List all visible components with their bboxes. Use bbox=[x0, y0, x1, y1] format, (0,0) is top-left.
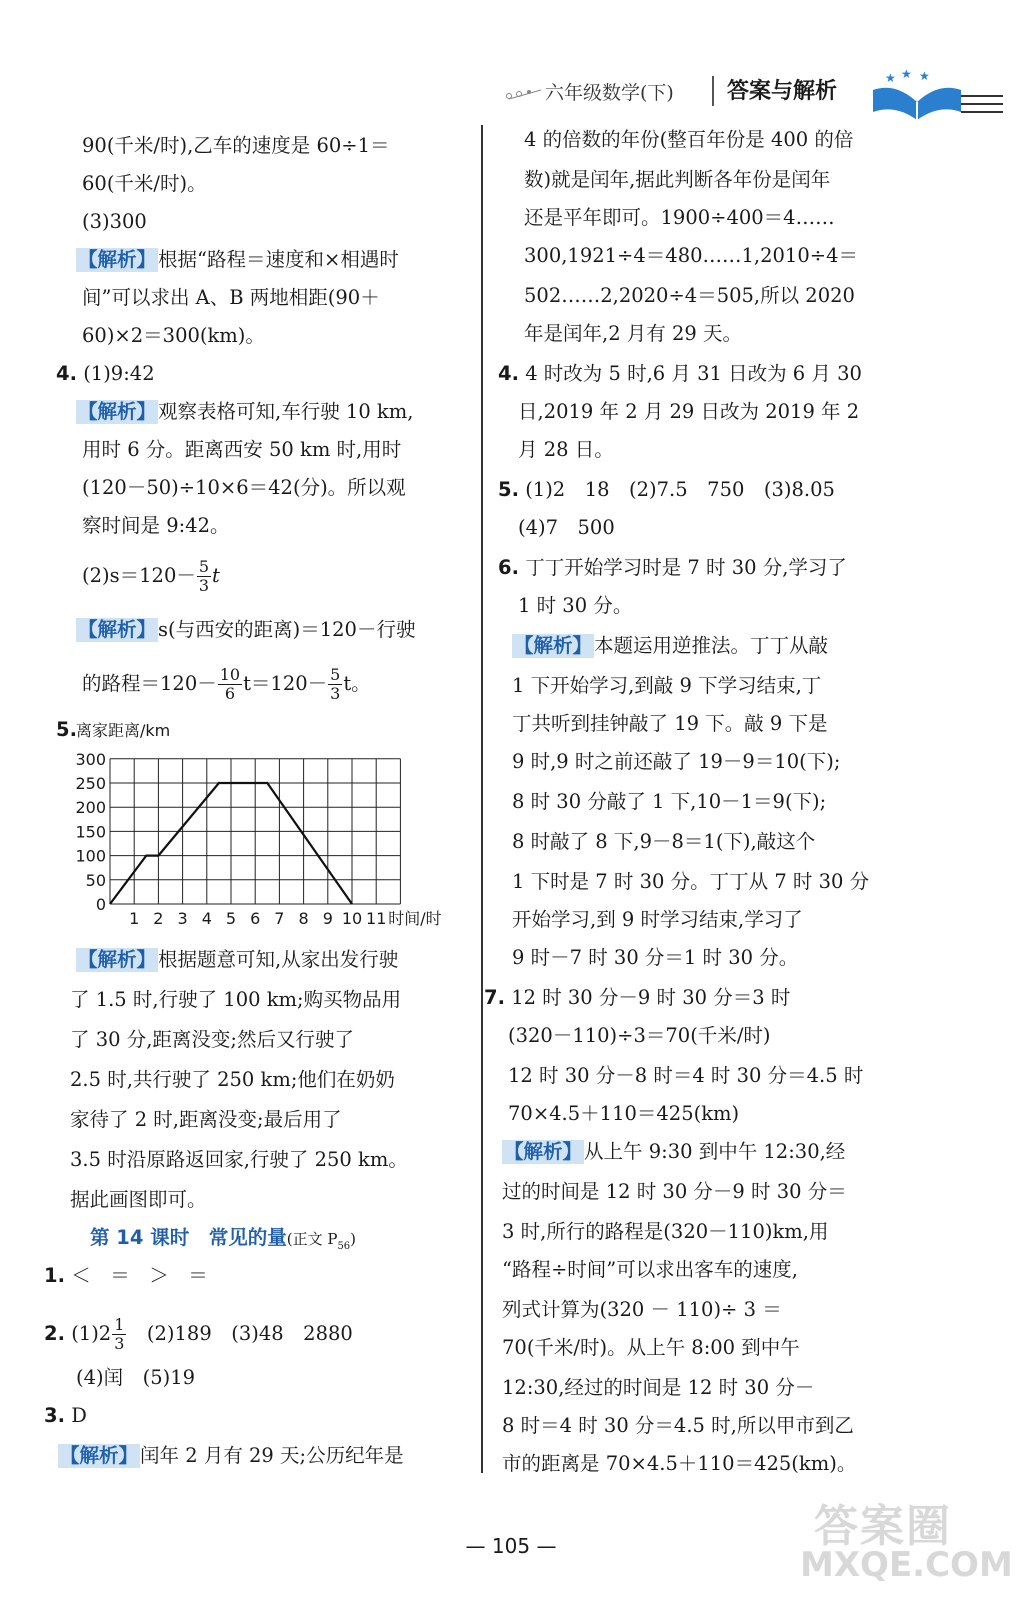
svg-text:★: ★ bbox=[901, 68, 912, 81]
text-line: (320－110)÷3＝70(千米/时) bbox=[508, 1024, 771, 1047]
text-line: 丁共听到挂钟敲了 19 下。敲 9 下是 bbox=[512, 712, 828, 735]
text-line: 1 时 30 分。 bbox=[518, 594, 633, 617]
distance-time-chart bbox=[60, 718, 470, 940]
text-line: (3)300 bbox=[82, 210, 147, 233]
text-line: 年是闰年,2 月有 29 天。 bbox=[524, 322, 743, 345]
column-divider bbox=[481, 125, 483, 1473]
text-line: 12 时 30 分－8 时＝4 时 30 分＝4.5 时 bbox=[508, 1064, 864, 1087]
text-line: 数)就是闰年,据此判断各年份是闰年 bbox=[524, 168, 831, 191]
text-line: 3 时,所行的路程是(320－110)km,用 bbox=[502, 1220, 829, 1243]
formula-line: (2)s＝120－ $\frac{5}{3}$ t bbox=[82, 557, 220, 595]
text-line: 日,2019 年 2 月 29 日改为 2019 年 2 bbox=[518, 400, 860, 423]
text-line: 据此画图即可。 bbox=[70, 1188, 207, 1211]
text-line: 12:30,经过的时间是 12 时 30 分－ bbox=[502, 1376, 815, 1399]
fraction: $\frac{5}{3}$ bbox=[330, 665, 341, 703]
analysis-line: 【解析】 观察表格可知,车行驶 10 km, bbox=[78, 400, 414, 423]
question-number: 4. bbox=[56, 362, 77, 385]
analysis-tag: 【解析】 bbox=[78, 948, 157, 971]
analysis-line: 【解析】 从上午 9:30 到中午 12:30,经 bbox=[504, 1140, 846, 1163]
text-line: 开始学习,到 9 时学习结束,学习了 bbox=[512, 908, 803, 931]
analysis-line: 【解析】 s(与西安的距离)＝120－行驶 bbox=[78, 618, 416, 641]
y-tick-label: 50 bbox=[85, 870, 106, 890]
question-6: 6. 丁丁开始学习时是 7 时 30 分,学习了 bbox=[498, 556, 847, 579]
x-axis-label: 时间/时 bbox=[388, 909, 442, 928]
right-column bbox=[484, 0, 1014, 1520]
text-line: 1 下开始学习,到敲 9 下学习结束,丁 bbox=[512, 674, 822, 697]
analysis-tag: 【解析】 bbox=[514, 634, 593, 657]
question-number: 4. bbox=[498, 362, 519, 385]
question-1: 1. ＜ ＝ ＞ ＝ bbox=[44, 1264, 208, 1287]
question-number: 5. bbox=[498, 478, 519, 501]
text-line: 2.5 时,共行驶了 250 km;他们在奶奶 bbox=[70, 1068, 395, 1091]
x-tick-label: 6 bbox=[250, 909, 261, 928]
text-line: 市的距离是 70×4.5＋110＝425(km)。 bbox=[502, 1452, 857, 1475]
text-line: 502……2,2020÷4＝505,所以 2020 bbox=[524, 284, 855, 307]
text-line: 察时间是 9:42。 bbox=[82, 514, 230, 537]
y-tick-label: 250 bbox=[75, 774, 106, 793]
analysis-tag: 【解析】 bbox=[78, 400, 157, 423]
text-line: 8 时＝4 时 30 分＝4.5 时,所以甲市到乙 bbox=[502, 1414, 854, 1437]
header-section-title: 答案与解析 bbox=[727, 79, 838, 104]
x-tick-label: 8 bbox=[298, 909, 309, 928]
text-line: 70×4.5＋110＝425(km) bbox=[508, 1102, 740, 1125]
y-tick-label: 100 bbox=[75, 846, 106, 866]
text-line: 60)×2＝300(km)。 bbox=[82, 324, 265, 347]
text-line: 用时 6 分。距离西安 50 km 时,用时 bbox=[82, 438, 402, 461]
fraction: $\frac{5}{3}$ bbox=[198, 557, 210, 595]
y-tick-label: 300 bbox=[75, 749, 106, 769]
analysis-line: 【解析】 闰年 2 月有 29 天;公历纪年是 bbox=[60, 1444, 404, 1467]
analysis-tag: 【解析】 bbox=[78, 248, 157, 271]
text-line: (120－50)÷10×6＝42(分)。所以观 bbox=[82, 476, 406, 499]
x-tick-label: 3 bbox=[177, 909, 188, 928]
question-number: 2. bbox=[44, 1322, 65, 1345]
x-tick-label: 2 bbox=[153, 909, 164, 928]
x-tick-label: 7 bbox=[274, 909, 285, 928]
fraction: $\frac{1}{3}$ bbox=[114, 1315, 125, 1353]
x-tick-label: 4 bbox=[201, 909, 212, 928]
svg-text:★: ★ bbox=[919, 69, 930, 83]
question-number: 5. bbox=[56, 718, 77, 741]
analysis-tag: 【解析】 bbox=[78, 618, 157, 641]
svg-text:★: ★ bbox=[885, 71, 896, 85]
page-number: — 105 — bbox=[465, 1534, 557, 1558]
analysis-line: 【解析】 根据“路程＝速度和×相遇时 bbox=[78, 248, 399, 271]
text-line: “路程÷时间”可以求出客车的速度, bbox=[502, 1258, 798, 1281]
analysis-tag: 【解析】 bbox=[504, 1140, 583, 1163]
question-4: 4. 4 时改为 5 时,6 月 31 日改为 6 月 30 bbox=[498, 362, 862, 385]
text-line: 8 时 30 分敲了 1 下,10－1＝9(下); bbox=[512, 790, 827, 813]
text-line: (4)7 500 bbox=[518, 516, 615, 539]
question-3: 3. D bbox=[44, 1404, 87, 1427]
text-line: 1 下时是 7 时 30 分。丁丁从 7 时 30 分 bbox=[512, 870, 870, 893]
text-line: 300,1921÷4＝480……1,2010÷4＝ bbox=[524, 244, 858, 267]
header-grade: 六年级数学(下) bbox=[545, 82, 674, 104]
y-axis-label: 离家距离/km bbox=[76, 721, 171, 740]
text-line: 9 时－7 时 30 分＝1 时 30 分。 bbox=[512, 946, 799, 969]
x-tick-label: 5 bbox=[225, 909, 237, 928]
y-tick-label: 0 bbox=[95, 895, 106, 914]
text-line: 9 时,9 时之前还敲了 19－9＝10(下); bbox=[512, 750, 841, 773]
fraction: $\frac{10}{6}$ bbox=[219, 665, 241, 703]
y-tick-label: 150 bbox=[75, 822, 106, 842]
question-5: 5. (1)2 18 (2)7.5 750 (3)8.05 bbox=[498, 478, 835, 501]
question-2: 2. (1)2 $\frac{1}{3}$ (2)189 (3)48 2880 bbox=[44, 1315, 353, 1353]
text-line: (4)闰 (5)19 bbox=[76, 1366, 196, 1389]
question-number: 1. bbox=[44, 1264, 65, 1287]
question-7: 7. 12 时 30 分－9 时 30 分＝3 时 bbox=[484, 986, 791, 1009]
text-line: 列式计算为(320 － 110)÷ 3 ＝ bbox=[502, 1298, 782, 1321]
question-4: 4. (1)9:42 bbox=[56, 362, 155, 385]
watermark-logo: 答案圈 MXQE.COM bbox=[800, 1501, 1013, 1585]
question-number: 6. bbox=[498, 556, 519, 579]
question-number: 3. bbox=[44, 1404, 65, 1427]
text-line: 90(千米/时),乙车的速度是 60÷1＝ bbox=[82, 134, 390, 157]
x-tick-label: 11 bbox=[366, 909, 387, 928]
x-tick-label: 10 bbox=[341, 909, 363, 928]
lesson-heading: 第 14 课时 常见的量(正文 $P_{56}$) bbox=[90, 1226, 357, 1252]
x-tick-label: 9 bbox=[322, 909, 333, 928]
analysis-line: 【解析】 本题运用逆推法。丁丁从敲 bbox=[514, 634, 829, 657]
left-column bbox=[0, 0, 480, 1520]
text-line: 3.5 时沿原路返回家,行驶了 250 km。 bbox=[70, 1148, 408, 1171]
text-line: 8 时敲了 8 下,9－8＝1(下),敲这个 bbox=[512, 830, 816, 853]
x-tick-label: 1 bbox=[129, 909, 140, 928]
text-line: 家待了 2 时,距离没变;最后用了 bbox=[70, 1108, 342, 1131]
y-tick-label: 200 bbox=[75, 798, 106, 818]
text-line: 60(千米/时)。 bbox=[82, 172, 207, 195]
text-line: 4 的倍数的年份(整百年份是 400 的倍 bbox=[524, 128, 854, 151]
analysis-tag: 【解析】 bbox=[60, 1444, 139, 1467]
analysis-line: 【解析】 根据题意可知,从家出发行驶 bbox=[78, 948, 399, 971]
text-line: 间”可以求出 A、B 两地相距(90＋ bbox=[82, 286, 380, 309]
text-line: 70(千米/时)。从上午 8:00 到中午 bbox=[502, 1336, 800, 1359]
text-line: 了 30 分,距离没变;然后又行驶了 bbox=[70, 1028, 354, 1051]
question-number: 7. bbox=[484, 986, 505, 1009]
text-line: 还是平年即可。1900÷400＝4…… bbox=[524, 206, 835, 229]
text-line: 了 1.5 时,行驶了 100 km;购买物品用 bbox=[70, 988, 402, 1011]
text-line: 过的时间是 12 时 30 分－9 时 30 分＝ bbox=[502, 1180, 847, 1203]
text-line: 月 28 日。 bbox=[518, 438, 614, 461]
formula-line: 的路程＝120－ $\frac{10}{6}$ t＝120－ $\frac{5}{3}$ t。 bbox=[82, 665, 371, 703]
